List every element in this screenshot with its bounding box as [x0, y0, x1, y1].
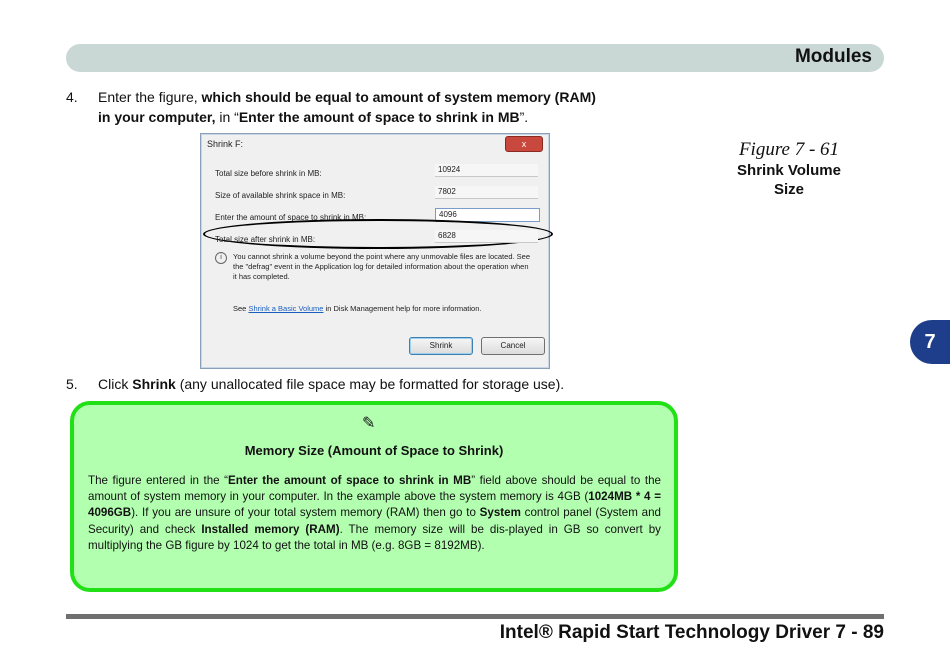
- note-body: [88, 473, 661, 554]
- figure-title-line2: Size: [773, 181, 804, 198]
- shrink-amount-input[interactable]: 4096: [435, 208, 540, 222]
- step-text-bold: in your computer,: [98, 109, 216, 125]
- step-number: 5.: [66, 376, 78, 392]
- help-link[interactable]: Shrink a Basic Volume: [248, 304, 324, 313]
- shrink-amount-label: Enter the amount of space to shrink in MB:: [215, 213, 367, 222]
- pencil-icon: ✎: [362, 415, 376, 432]
- step-text-plain: Enter the figure,: [98, 89, 202, 105]
- note-text: ). If you are unsure of your total system memory (RAM) then go to: [131, 506, 480, 520]
- note-text: The figure entered in the “: [88, 474, 229, 487]
- note-bold: Installed memory (RAM): [201, 522, 340, 536]
- step-text-bold: which should be equal to amount of system memory (RAM): [201, 89, 596, 105]
- step-number: 4.: [66, 89, 78, 105]
- step-text-plain: ”.: [519, 109, 529, 125]
- step-text-bold: Enter the amount of space to shrink in MB: [238, 109, 520, 125]
- note-bold: Enter the amount of space to shrink in MB: [228, 474, 472, 487]
- step-text-bold: Shrink: [132, 376, 176, 392]
- step-text: [98, 374, 564, 394]
- close-icon[interactable]: x: [505, 136, 543, 152]
- help-text: [233, 304, 533, 313]
- section-title: Modules: [794, 46, 872, 67]
- figure-title-line1: Shrink Volume: [737, 162, 841, 179]
- note-box: [70, 401, 678, 592]
- available-space-value: 7802: [435, 186, 538, 199]
- step-text-plain: (any unallocated file space may be formatted for storage use).: [175, 376, 565, 392]
- info-text: You cannot shrink a volume beyond the point where any unmovable files are located. See the "defrag" event in the Application log for detailed information about the operation when it has completed.: [233, 252, 530, 281]
- total-before-label: Total size before shrink in MB:: [215, 169, 322, 178]
- footer-rule: [66, 614, 884, 619]
- note-bold: System: [479, 506, 521, 520]
- header-bar: [66, 44, 884, 72]
- help-suffix: in Disk Management help for more information.: [323, 304, 482, 313]
- note-title: Memory Size (Amount of Space to Shrink): [244, 443, 504, 458]
- help-prefix: See: [233, 304, 249, 313]
- step-text-plain: in “: [215, 109, 239, 125]
- dialog-body: [209, 156, 541, 362]
- cancel-button[interactable]: Cancel: [481, 337, 545, 355]
- note-text: ” field above should be equal to the amount of system memory in your computer. In the example above the system memory is 4GB (: [88, 474, 661, 504]
- total-after-value: 6828: [435, 230, 538, 243]
- note-bold: 1024MB * 4 = 4096GB: [88, 490, 661, 520]
- dialog-title: Shrink F:: [207, 139, 244, 149]
- chapter-tab[interactable]: 7: [910, 320, 950, 364]
- note-text: control panel (System and Security) and check: [88, 506, 661, 536]
- info-icon: i: [215, 252, 227, 264]
- shrink-dialog: [200, 133, 550, 369]
- total-before-value: 10924: [435, 164, 538, 177]
- footer-text: Intel® Rapid Start Technology Driver 7 - 89: [499, 622, 884, 643]
- figure-caption: [726, 139, 852, 199]
- step-text: [98, 87, 596, 127]
- step-text-plain: Click: [98, 376, 133, 392]
- note-text: . The memory size will be dis-played in GB so convert by multiplying the GB figure by 1024 to get the total in MB (e.g. 8GB = 8192MB).: [88, 522, 661, 552]
- total-after-label: Total size after shrink in MB:: [215, 235, 316, 244]
- available-space-label: Size of available shrink space in MB:: [215, 191, 346, 200]
- figure-number: Figure 7 - 61: [738, 139, 840, 160]
- shrink-button[interactable]: Shrink: [409, 337, 473, 355]
